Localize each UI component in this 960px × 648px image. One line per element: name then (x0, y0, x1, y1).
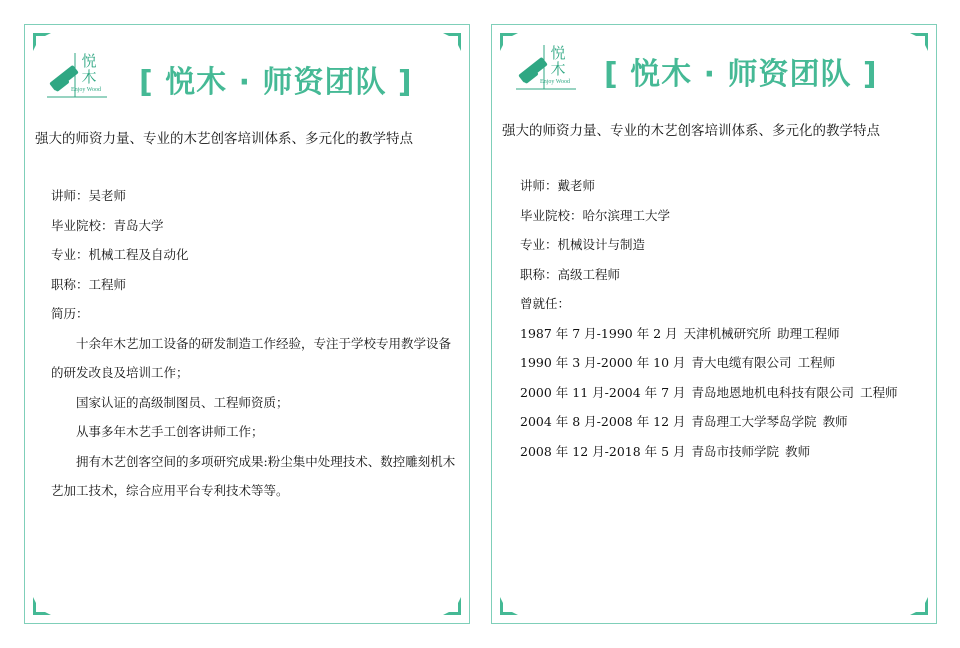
corner-ornament-icon (500, 597, 518, 615)
field-major: 专业：机械工程及自动化 (51, 247, 189, 262)
card-header (25, 51, 469, 107)
brand-logo (45, 51, 109, 105)
field-school: 毕业院校：青岛大学 (51, 217, 164, 233)
field-major: 专业：机械设计与制造 (520, 237, 646, 252)
history-label: 曾就任： (520, 296, 571, 311)
corner-ornament-icon (910, 597, 928, 615)
history-item: 1990 年 3 月-2000 年 10 月 青大电缆有限公司 工程师 (520, 355, 836, 370)
tagline: 强大的师资力量、专业的木艺创客培训体系、多元化的教学特点 (502, 123, 880, 139)
teacher-info (520, 171, 930, 466)
logo-subtitle: Enjoy Wood (540, 79, 570, 85)
history-item: 2000 年 11 月-2004 年 7 月 青岛地恩地机电科技有限公司 工程师 (520, 384, 898, 400)
logo-mark: 悦木 (81, 52, 97, 86)
tagline: 强大的师资力量、专业的木艺创客培训体系、多元化的教学特点 (35, 131, 413, 147)
corner-ornament-icon (443, 597, 461, 615)
page-title: [ 悦木 · 师资团队 ] (139, 65, 413, 100)
resume-paragraph: 从事多年木艺手工创客讲师工作； (76, 424, 264, 439)
field-title: 职称：高级工程师 (520, 266, 621, 282)
field-teacher: 讲师：戴老师 (520, 178, 596, 193)
history-item: 1987 年 7 月-1990 年 2 月 天津机械研究所 助理工程师 (520, 325, 840, 341)
logo-subtitle: Enjoy Wood (71, 87, 101, 93)
resume (51, 329, 457, 506)
field-school: 毕业院校：哈尔滨理工大学 (520, 207, 671, 223)
corner-ornament-icon (33, 33, 51, 51)
resume-label: 简历： (51, 306, 89, 321)
history-item: 2004 年 8 月-2008 年 12 月 青岛理工大学琴岛学院 教师 (520, 414, 848, 429)
brand-logo (514, 43, 578, 97)
logo-mark: 悦木 (550, 44, 566, 78)
page-title: [ 悦木 · 师资团队 ] (604, 57, 878, 92)
teacher-card-right (491, 24, 937, 624)
corner-ornament-icon (443, 33, 461, 51)
resume-paragraph: 拥有木艺创客空间的多项研究成果:粉尘集中处理技术、数控雕刻机木艺加工技术，综合应用平台专利技术等等。 (51, 453, 456, 498)
history-item: 2008 年 12 月-2018 年 5 月 青岛市技师学院 教师 (520, 443, 811, 459)
resume-paragraph: 国家认证的高级制图员、工程师资质； (76, 394, 289, 410)
resume-paragraph: 十余年木艺加工设备的研发制造工作经验，专注于学校专用教学设备的研发改良及培训工作； (51, 335, 452, 380)
field-title: 职称：工程师 (51, 276, 127, 292)
card-header (492, 43, 936, 99)
history-list (520, 319, 930, 467)
teacher-card-left (24, 24, 470, 624)
corner-ornament-icon (33, 597, 51, 615)
field-teacher: 讲师：吴老师 (51, 188, 127, 203)
teacher-info (51, 181, 461, 506)
